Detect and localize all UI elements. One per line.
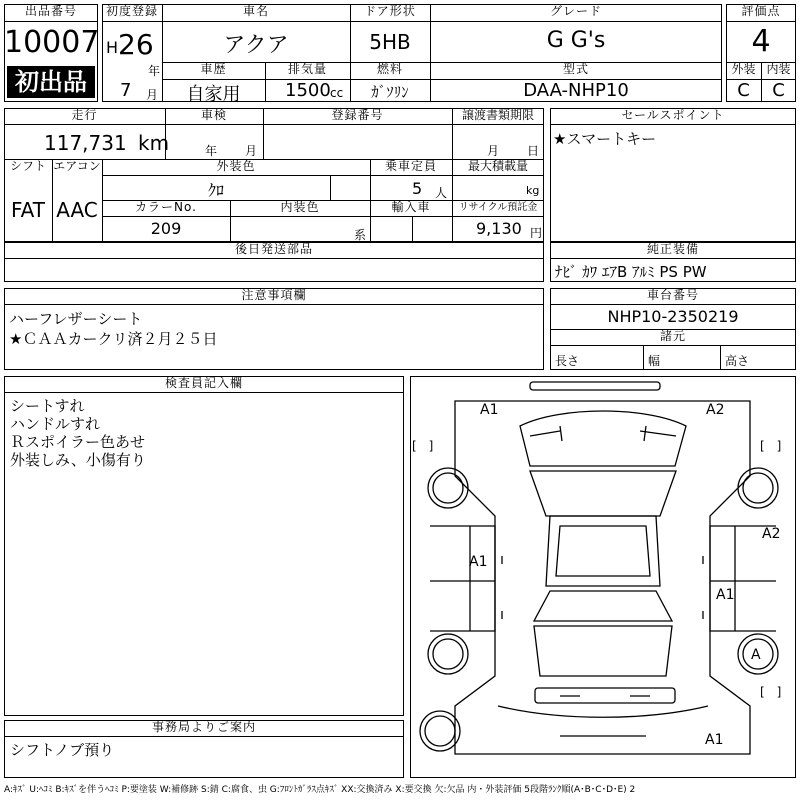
car-diagram-svg (410, 376, 796, 778)
registration-header: 登録番号 (331, 108, 384, 122)
chassis-number: NHP10-2350219 (607, 307, 739, 326)
later-parts-header: 後日発送部品 (234, 242, 313, 256)
mileage-header: 走行 (71, 108, 98, 122)
int-header: 内装 (766, 62, 791, 76)
bracket-rear-right: [ ] (760, 685, 782, 699)
mileage-value: 117,731 (44, 131, 127, 155)
inspection-month: 月 (245, 144, 258, 158)
inspector-line-3: Ｒスポイラー色あせ (10, 433, 146, 451)
displacement-value: 1500 (285, 80, 331, 101)
mark-right-rear-door: A1 (716, 587, 735, 603)
capacity-unit: 人 (435, 186, 448, 200)
inspector-header: 検査員記入欄 (164, 376, 243, 390)
model-code-value: DAA-NHP10 (523, 80, 629, 101)
office-value: シフトノブ預り (10, 741, 115, 759)
mark-front-right: A2 (706, 402, 725, 418)
recycle-value: 9,130 (476, 219, 522, 238)
sales-point-value: ★スマートキー (553, 130, 657, 148)
mark-rear: A1 (705, 732, 724, 748)
car-name-header: 車名 (242, 4, 269, 18)
recycle-unit: 円 (530, 226, 543, 240)
grade-header: グレード (549, 4, 602, 18)
history-value: 自家用 (186, 84, 241, 105)
transfer-header: 譲渡書類期限 (461, 108, 534, 122)
legend: A:ｷｽﾞ U:ﾍｺﾐ B:ｷｽﾞを伴うﾍｺﾐ P:要塗装 W:補修跡 S:錆 C:腐食、虫 G:ﾌﾛﾝﾄｶﾞﾗｽ点ｷｽﾞ XX:交換済み X:要交換 欠:欠品 内・外装評価 5段階ﾗﾝｸ順(A･B･C･D･E) 2 (4, 785, 636, 795)
bracket-front-right: [ ] (760, 439, 782, 453)
capacity-header: 乗車定員 (384, 159, 437, 173)
mark-front-left: A1 (480, 402, 499, 418)
notes-header: 注意事項欄 (241, 288, 307, 302)
model-code-header: 型式 (562, 62, 589, 76)
notes-line-2: ★ＣＡＡカークリ済２月２５日 (9, 330, 218, 348)
door-value: 5HB (369, 30, 411, 54)
office-header: 事務局よりご案内 (151, 720, 256, 734)
inspection-year: 年 (205, 144, 218, 158)
lot-number: 10007 (4, 25, 100, 60)
import-header: 輸入車 (391, 200, 431, 214)
ext-color-header: 外装色 (216, 159, 256, 173)
recycle-header: リサイクル預託金 (458, 202, 538, 213)
inspection-header: 車検 (200, 108, 227, 122)
first-reg-month-unit: 月 (146, 88, 159, 102)
lot-header: 出品番号 (24, 4, 77, 18)
dims-height: 高さ (725, 354, 750, 368)
history-header: 車歴 (200, 62, 227, 76)
dims-length: 長さ (555, 354, 580, 368)
first-reg-year: 26 (118, 28, 154, 61)
ext-color-value: ｸﾛ (207, 181, 224, 200)
equipment-value: ﾅﾋﾞ ｶﾜ ｴｱB ｱﾙﾐ PS PW (555, 263, 707, 281)
max-load-unit: kg (526, 184, 540, 197)
mark-right-fender: A2 (762, 526, 781, 542)
inspector-line-4: 外装しみ、小傷有り (10, 451, 146, 469)
ext-grade: C (737, 80, 750, 101)
score-header: 評価点 (741, 4, 781, 18)
grade-value: G G's (546, 28, 606, 53)
first-reg-month: 7 (120, 80, 132, 101)
transfer-month: 月 (487, 144, 500, 158)
dims-header: 諸元 (659, 329, 686, 343)
first-listing-badge: 初出品 (7, 66, 95, 98)
equipment-header: 純正装備 (646, 242, 699, 256)
displacement-unit: cc (330, 86, 344, 100)
first-reg-header: 初度登録 (105, 4, 158, 18)
capacity-value: 5 (412, 179, 423, 198)
int-color-unit: 系 (354, 228, 367, 242)
int-grade: C (772, 80, 785, 101)
transfer-day: 日 (527, 144, 540, 158)
fuel-header: 燃料 (376, 62, 403, 76)
inspector-line-2: ハンドルすれ (10, 415, 101, 433)
inspector-line-1: シートすれ (10, 397, 85, 415)
color-no-header: カラーNo. (135, 200, 197, 214)
score-value: 4 (751, 24, 771, 59)
color-no-value: 209 (150, 219, 182, 238)
mark-left-door: A1 (469, 554, 488, 570)
chassis-header: 車台番号 (646, 288, 699, 302)
mark-right-rear-wheel: A (751, 647, 761, 663)
door-header: ドア形状 (364, 4, 416, 18)
notes-line-1: ハーフレザーシート (9, 310, 143, 328)
first-reg-era: H (106, 38, 119, 57)
shift-header: シフト (9, 159, 46, 173)
ext-header: 外装 (731, 62, 756, 76)
shift-value: FAT (10, 198, 45, 222)
bracket-front-left: [ ] (412, 439, 434, 453)
sales-point-header: セールスポイント (621, 108, 725, 122)
mileage-unit: km (138, 131, 170, 155)
dims-width: 幅 (648, 354, 661, 368)
fuel-value: ｶﾞｿﾘﾝ (371, 83, 409, 101)
displacement-header: 排気量 (287, 62, 327, 76)
aircon-header: エアコン (53, 159, 101, 173)
first-reg-year-unit: 年 (148, 64, 161, 78)
car-name-value: アクア (223, 33, 289, 58)
max-load-header: 最大積載量 (467, 159, 528, 173)
aircon-value: AAC (56, 198, 98, 222)
int-color-header: 内装色 (280, 200, 320, 214)
